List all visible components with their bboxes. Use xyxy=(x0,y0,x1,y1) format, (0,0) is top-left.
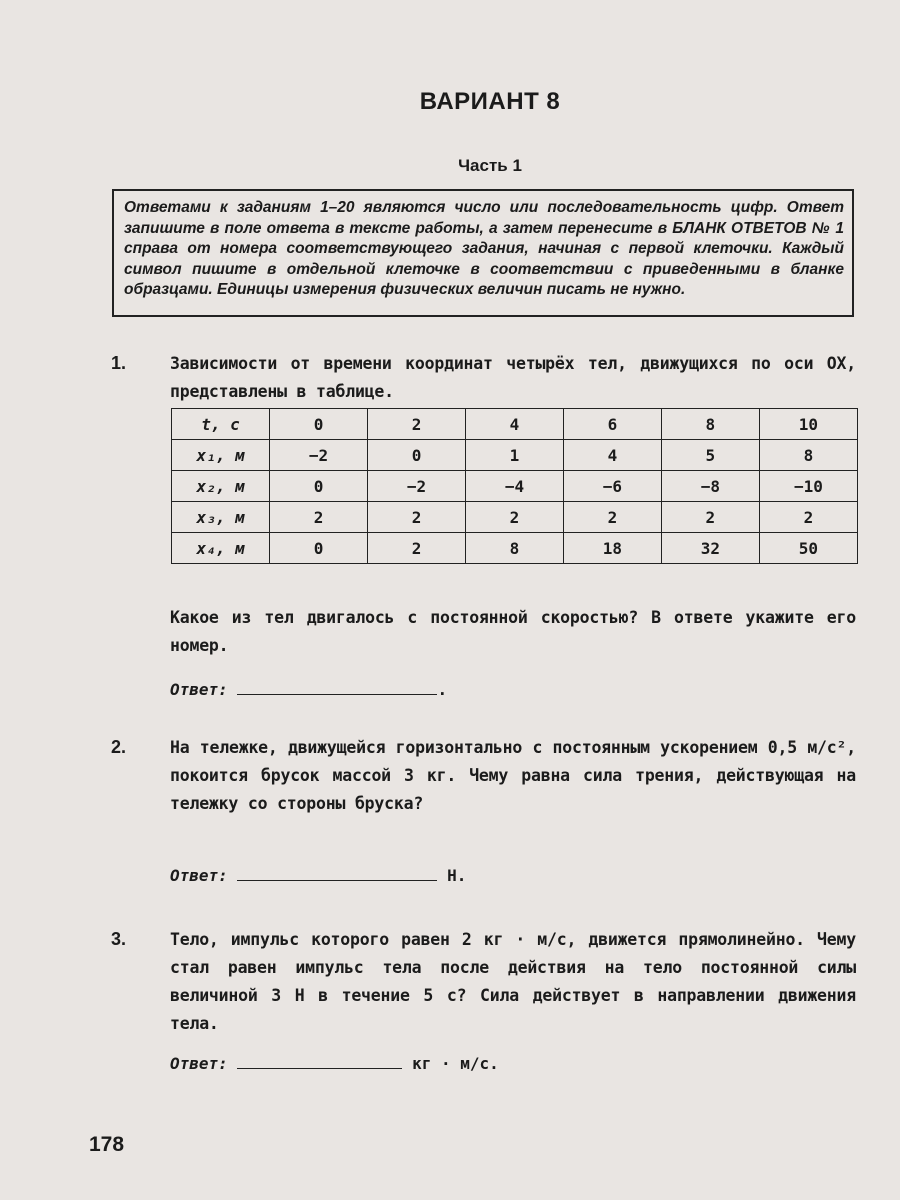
answer-line[interactable] xyxy=(237,1054,402,1069)
table-cell: −2 xyxy=(368,471,466,502)
table-cell: 1 xyxy=(465,440,563,471)
table-cell: 2 xyxy=(368,409,466,440)
table-row xyxy=(172,471,858,502)
answer-label: Ответ: xyxy=(170,866,228,885)
table-cell: 2 xyxy=(661,502,759,533)
table-cell: 2 xyxy=(759,502,857,533)
table-cell: 50 xyxy=(759,533,857,564)
table-cell: 0 xyxy=(270,471,368,502)
table-cell: −10 xyxy=(759,471,857,502)
coordinates-table xyxy=(171,408,858,564)
table-cell: −8 xyxy=(661,471,759,502)
table-cell: 8 xyxy=(759,440,857,471)
part-title: Часть 1 xyxy=(458,156,522,175)
question-2-text: На тележке, движущейся горизонтально с постоянным ускорением 0,5 м/с², покоится брусок массой 3 кг. Чему равна сила трения, действующая на тележку со стороны бруска? xyxy=(170,738,856,813)
table-row xyxy=(172,533,858,564)
table-cell: 2 xyxy=(465,502,563,533)
question-3-text: Тело, импульс которого равен 2 кг · м/с, движется прямолинейно. Чему стал равен импульс тела после действия на тело постоянной силы величиной 3 Н в течение 5 с? Сила действует в направлении движения тела. xyxy=(170,930,856,1033)
question-1-intro: Зависимости от времени координат четырёх тел, движущихся по оси OX, представлены в таблице. xyxy=(170,354,856,401)
question-1-text: Какое из тел двигалось с постоянной скоростью? В ответе укажите его номер. xyxy=(170,608,856,655)
table-cell: 0 xyxy=(270,409,368,440)
table-cell: 0 xyxy=(270,533,368,564)
table-cell: 8 xyxy=(661,409,759,440)
question-2-number: 2. xyxy=(111,737,127,757)
table-cell: 10 xyxy=(759,409,857,440)
question-3-answer xyxy=(170,1054,499,1073)
table-cell: 2 xyxy=(270,502,368,533)
row-label: t, с xyxy=(172,409,270,440)
table-cell: 2 xyxy=(368,533,466,564)
table-cell: 5 xyxy=(661,440,759,471)
table-cell: 4 xyxy=(563,440,661,471)
instructions-box: Ответами к заданиям 1–20 являются число или последовательность цифр. Ответ запишите в поле ответа в тексте работы, а затем перенесите в БЛАНК ОТВЕТОВ № 1 справа от номера соответствующего задания, начиная с первой клеточки. Каждый символ пишите в отдельной клеточке в соответствии с приведенными в бланке образцами. Единицы измерения физических величин писать не нужно. xyxy=(112,189,854,317)
table-cell: 6 xyxy=(563,409,661,440)
table-cell: 2 xyxy=(368,502,466,533)
answer-line[interactable] xyxy=(237,866,437,881)
table-cell: 0 xyxy=(368,440,466,471)
answer-label: Ответ: xyxy=(170,680,228,699)
table-cell: 32 xyxy=(661,533,759,564)
table-cell: 4 xyxy=(465,409,563,440)
table-cell: 18 xyxy=(563,533,661,564)
row-label: x₄, м xyxy=(172,533,270,564)
row-label: x₂, м xyxy=(172,471,270,502)
answer-unit: Н. xyxy=(447,866,467,885)
table-row xyxy=(172,440,858,471)
question-2-answer xyxy=(170,866,466,885)
table-row xyxy=(172,502,858,533)
answer-label: Ответ: xyxy=(170,1054,228,1073)
table-cell: 8 xyxy=(465,533,563,564)
table-cell: −6 xyxy=(563,471,661,502)
row-label: x₃, м xyxy=(172,502,270,533)
row-label: x₁, м xyxy=(172,440,270,471)
question-3-number: 3. xyxy=(111,929,127,949)
table-cell: −4 xyxy=(465,471,563,502)
table-cell: −2 xyxy=(270,440,368,471)
variant-title: ВАРИАНТ 8 xyxy=(419,88,561,115)
page-number: 178 xyxy=(89,1133,125,1156)
table-row xyxy=(172,409,858,440)
question-1-number: 1. xyxy=(111,353,127,373)
answer-line[interactable] xyxy=(237,680,437,695)
answer-unit: кг · м/с. xyxy=(412,1054,499,1073)
question-1-answer xyxy=(170,680,447,699)
table-cell: 2 xyxy=(563,502,661,533)
answer-suffix: . xyxy=(437,680,448,699)
